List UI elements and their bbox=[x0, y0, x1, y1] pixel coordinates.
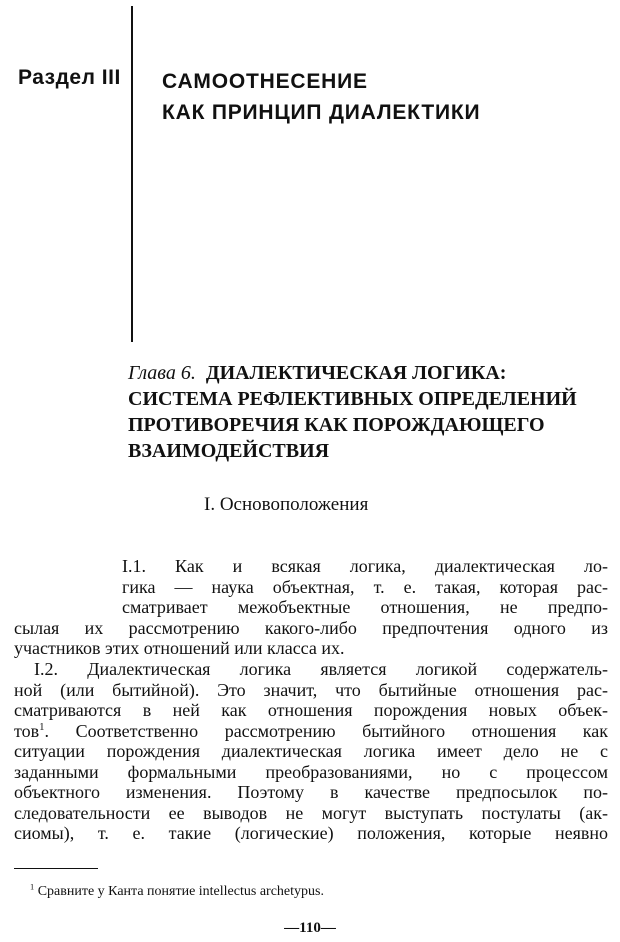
chapter-title-line-2: СИСТЕМА РЕФЛЕКТИВНЫХ ОПРЕДЕЛЕНИЙ bbox=[128, 388, 577, 410]
chapter-title-line-4: ВЗАИМОДЕЙСТВИЯ bbox=[128, 440, 330, 462]
footnote-marker: 1 bbox=[39, 720, 45, 733]
text-line-with-footnote bbox=[14, 721, 608, 742]
part-title bbox=[162, 66, 480, 128]
part-title-line-1: САМООТНЕСЕНИЕ bbox=[162, 70, 368, 93]
chapter-label: Глава 6. bbox=[128, 362, 196, 384]
text-line: объектного изменения. Поэтому в качестве предпосылок по- bbox=[14, 782, 608, 802]
paragraph-2 bbox=[14, 659, 608, 844]
chapter-heading bbox=[128, 360, 608, 464]
text-fragment: . Соответственно рассмотрению бытийного отношения как bbox=[44, 720, 608, 741]
footnote bbox=[30, 884, 324, 900]
footnote-text: Сравните у Канта понятие intellectus archetypus. bbox=[37, 884, 324, 899]
text-line: участников этих отношений или класса их. bbox=[14, 638, 345, 658]
text-fragment: тов bbox=[14, 720, 40, 741]
part-title-line-2: КАК ПРИНЦИП ДИАЛЕКТИКИ bbox=[162, 101, 481, 124]
text-line: сиомы), т. е. такие (логические) положения, которые неявно bbox=[14, 823, 608, 843]
footnote-number: 1 bbox=[30, 882, 35, 892]
text-line: I.1. Как и всякая логика, диалектическая ло- bbox=[122, 556, 608, 576]
vertical-rule bbox=[131, 6, 133, 342]
text-line: ной (или бытийной). Это значит, что бытийные отношения рас- bbox=[14, 679, 608, 700]
text-line: сылая их рассмотрению какого-либо предпочтения одного из bbox=[14, 617, 608, 638]
chapter-title-line-1: ДИАЛЕКТИЧЕСКАЯ ЛОГИКА: bbox=[205, 362, 507, 384]
text-line: I.2. Диалектическая логика является логикой содержатель- bbox=[34, 659, 608, 679]
section-label: Раздел III bbox=[18, 66, 121, 89]
text-line: следовательности ее выводов не могут выступать постулаты (ак- bbox=[14, 802, 608, 823]
text-line: заданными формальными преобразованиями, но с процессом bbox=[14, 761, 608, 782]
text-line: сматриваются в ней как отношения порождения новых объек- bbox=[14, 700, 608, 720]
footnote-rule bbox=[14, 868, 98, 869]
text-line: гика — наука объектная, т. е. такая, которая рас- bbox=[122, 576, 608, 597]
text-line: сматривает межобъектные отношения, не предпо- bbox=[122, 597, 608, 617]
text-line: ситуации порождения диалектическая логика имеет дело не с bbox=[14, 741, 608, 761]
page-number: —110— bbox=[284, 920, 336, 936]
subsection-heading: I. Основоположения bbox=[204, 494, 369, 515]
chapter-title-line-3: ПРОТИВОРЕЧИЯ КАК ПОРОЖДАЮЩЕГО bbox=[128, 414, 545, 436]
paragraph-1 bbox=[14, 556, 608, 659]
